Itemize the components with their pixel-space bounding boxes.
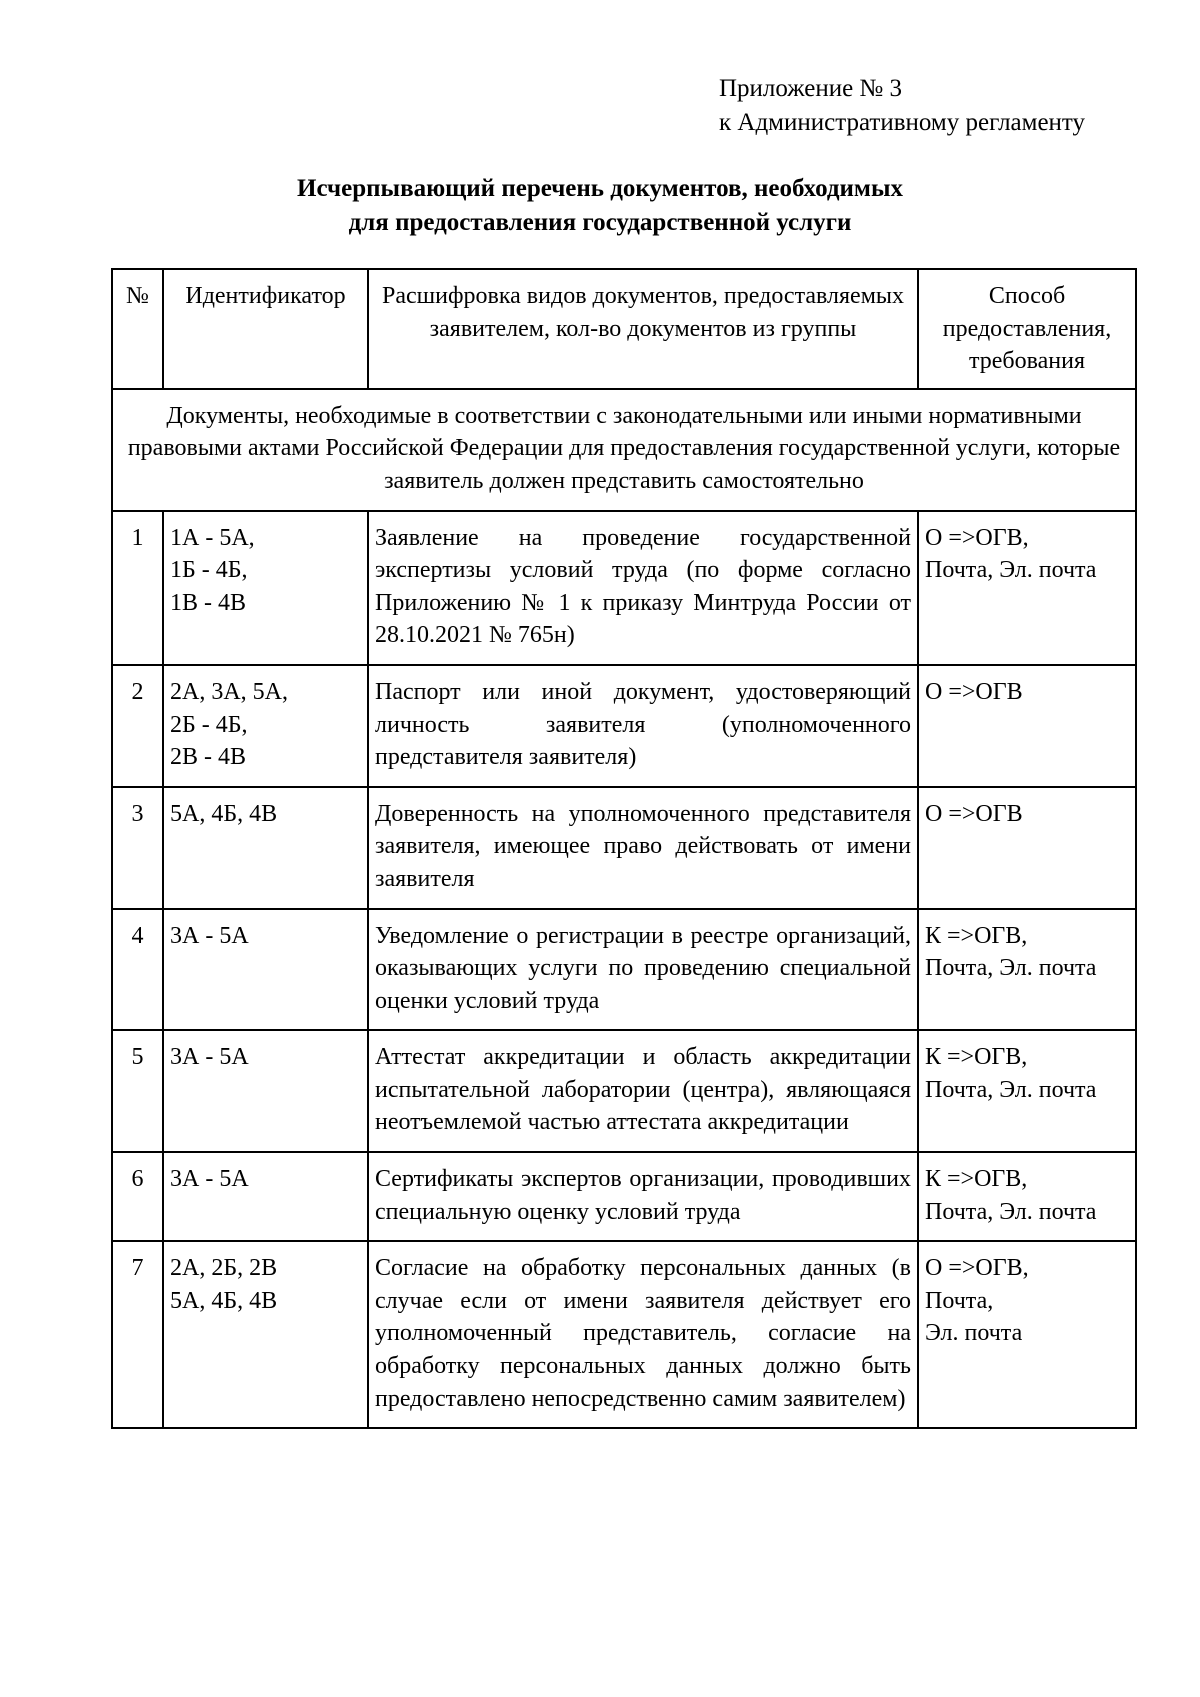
method-line: Почта, Эл. почта bbox=[925, 955, 1097, 982]
identifier-line: 5А, 4Б, 4В bbox=[170, 800, 278, 827]
header-description: Расшифровка видов документов, предоставляемых заявителем, кол-во документов из группы bbox=[368, 269, 918, 389]
row-number: 1 bbox=[112, 511, 163, 665]
method-line: Почта, Эл. почта bbox=[925, 1198, 1097, 1225]
method-line: О =>ОГВ bbox=[925, 678, 1023, 705]
table-row bbox=[112, 1030, 1136, 1152]
method-line: О =>ОГВ, bbox=[925, 1255, 1029, 1282]
row-identifier bbox=[163, 1152, 368, 1241]
row-method bbox=[918, 511, 1136, 665]
row-description: Паспорт или иной документ, удостоверяющий личность заявителя (уполномоченного представителя заявителя) bbox=[368, 665, 918, 787]
row-number: 4 bbox=[112, 909, 163, 1031]
table-row bbox=[112, 787, 1136, 909]
section-heading: Документы, необходимые в соответствии с законодательными или иными нормативными правовыми актами Российской Федерации для предоставления государственной услуги, которые заявитель должен представить самостоятельно bbox=[112, 389, 1136, 511]
row-identifier bbox=[163, 511, 368, 665]
table-section-row bbox=[112, 389, 1136, 511]
table-row bbox=[112, 511, 1136, 665]
row-method bbox=[918, 909, 1136, 1031]
identifier-line: 3А - 5А bbox=[170, 922, 249, 949]
table-row bbox=[112, 665, 1136, 787]
row-description: Уведомление о регистрации в реестре организаций, оказывающих услуги по проведению специальной оценки условий труда bbox=[368, 909, 918, 1031]
document-title bbox=[0, 172, 1200, 240]
identifier-line: 3А - 5А bbox=[170, 1044, 249, 1071]
appendix-line-1: Приложение № 3 bbox=[719, 75, 903, 102]
table-header-row bbox=[112, 269, 1136, 389]
identifier-line: 1В - 4В bbox=[170, 589, 247, 616]
row-number: 5 bbox=[112, 1030, 163, 1152]
method-line: Эл. почта bbox=[925, 1320, 1023, 1347]
appendix-note bbox=[719, 72, 1085, 140]
documents-table bbox=[111, 268, 1137, 1429]
method-line: Почта, Эл. почта bbox=[925, 557, 1097, 584]
method-line: К =>ОГВ, bbox=[925, 1044, 1028, 1071]
row-number: 3 bbox=[112, 787, 163, 909]
table-row bbox=[112, 1152, 1136, 1241]
row-identifier bbox=[163, 787, 368, 909]
header-identifier: Идентификатор bbox=[163, 269, 368, 389]
row-identifier bbox=[163, 1241, 368, 1428]
table-row bbox=[112, 1241, 1136, 1428]
identifier-line: 2А, 2Б, 2В bbox=[170, 1255, 278, 1282]
row-description: Доверенность на уполномоченного представителя заявителя, имеющее право действовать от имени заявителя bbox=[368, 787, 918, 909]
row-method bbox=[918, 1241, 1136, 1428]
title-line-1: Исчерпывающий перечень документов, необходимых bbox=[297, 175, 903, 202]
row-method bbox=[918, 1152, 1136, 1241]
identifier-line: 2Б - 4Б, bbox=[170, 711, 248, 738]
title-line-2: для предоставления государственной услуги bbox=[348, 209, 852, 236]
method-line: О =>ОГВ bbox=[925, 800, 1023, 827]
identifier-line: 3А - 5А bbox=[170, 1166, 249, 1193]
row-method bbox=[918, 1030, 1136, 1152]
appendix-line-2: к Административному регламенту bbox=[719, 109, 1086, 136]
row-method bbox=[918, 787, 1136, 909]
method-line: Почта, bbox=[925, 1287, 994, 1314]
row-identifier bbox=[163, 1030, 368, 1152]
row-description: Сертификаты экспертов организации, проводивших специальную оценку условий труда bbox=[368, 1152, 918, 1241]
row-description: Согласие на обработку персональных данных (в случае если от имени заявителя действует его уполномоченный представитель, согласие на обработку персональных данных должно быть предоставлено непосредственно самим заявителем) bbox=[368, 1241, 918, 1428]
row-description: Аттестат аккредитации и область аккредитации испытательной лаборатории (центра), являющаяся неотъемлемой частью аттестата аккредитации bbox=[368, 1030, 918, 1152]
row-identifier bbox=[163, 665, 368, 787]
identifier-line: 2В - 4В bbox=[170, 744, 247, 771]
row-number: 2 bbox=[112, 665, 163, 787]
row-identifier bbox=[163, 909, 368, 1031]
identifier-line: 2А, 3А, 5А, bbox=[170, 678, 288, 705]
identifier-line: 1Б - 4Б, bbox=[170, 557, 248, 584]
method-line: К =>ОГВ, bbox=[925, 1166, 1028, 1193]
method-line: Почта, Эл. почта bbox=[925, 1076, 1097, 1103]
table-row bbox=[112, 909, 1136, 1031]
row-number: 7 bbox=[112, 1241, 163, 1428]
header-method: Способ предоставления, требования bbox=[918, 269, 1136, 389]
row-number: 6 bbox=[112, 1152, 163, 1241]
identifier-line: 1А - 5А, bbox=[170, 524, 255, 551]
method-line: О =>ОГВ, bbox=[925, 524, 1029, 551]
row-description: Заявление на проведение государственной экспертизы условий труда (по форме согласно Приложению № 1 к приказу Минтруда России от 28.10.2021 № 765н) bbox=[368, 511, 918, 665]
header-number: № bbox=[112, 269, 163, 389]
method-line: К =>ОГВ, bbox=[925, 922, 1028, 949]
row-method bbox=[918, 665, 1136, 787]
identifier-line: 5А, 4Б, 4В bbox=[170, 1287, 278, 1314]
